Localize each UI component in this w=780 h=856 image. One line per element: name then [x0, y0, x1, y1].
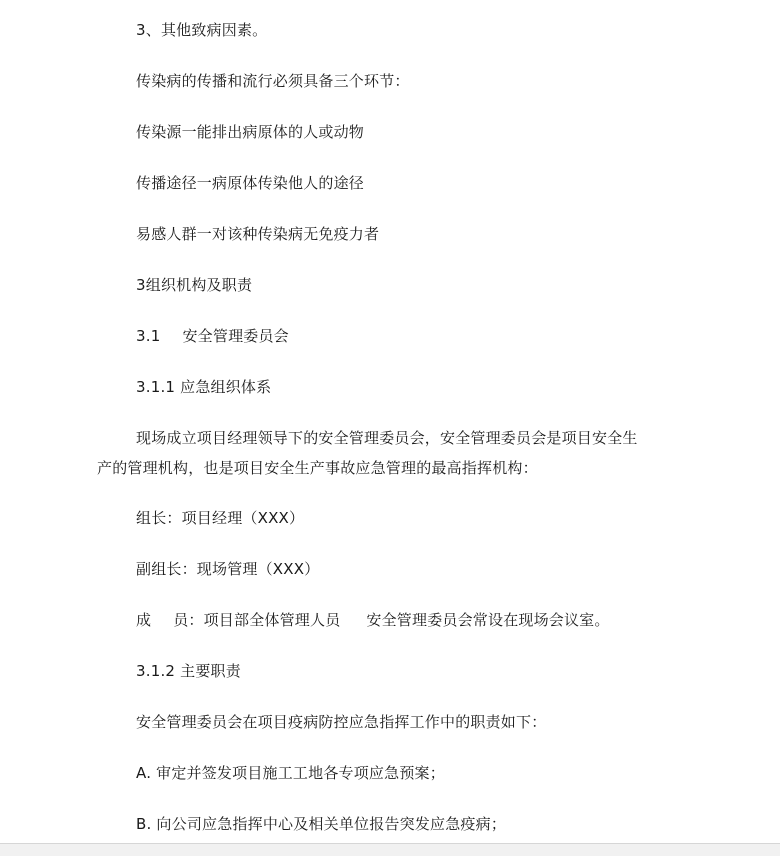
section-heading-3-1	[136, 326, 289, 346]
paragraph-transmission-route: 传播途径一病原体传染他人的途径	[136, 174, 365, 192]
list-item-b: B. 向公司应急指挥中心及相关单位报告突发应急疫病；	[136, 815, 507, 833]
bottom-edge	[0, 843, 780, 856]
paragraph-members	[136, 610, 610, 630]
paragraph-duties-intro: 安全管理委员会在项目疫病防控应急指挥工作中的职责如下：	[136, 713, 547, 731]
section-heading-3-1-2: 3.1.2 主要职责	[136, 662, 241, 680]
paragraph-deputy-leader: 副组长：现场管理（XXX）	[136, 560, 320, 578]
paragraph-other-factors: 3、其他致病因素。	[136, 21, 268, 39]
section-title-3-1: 安全管理委员会	[182, 327, 289, 345]
paragraph-three-links: 传染病的传播和流行必须具备三个环节：	[136, 72, 410, 90]
members-label-part2: 员：项目部全体管理人员	[173, 611, 341, 629]
members-label-part1: 成	[136, 611, 152, 629]
section-heading-3: 3组织机构及职责	[136, 276, 253, 294]
paragraph-susceptible-population: 易感人群一对该种传染病无免疫力者	[136, 225, 380, 243]
members-office-note: 安全管理委员会常设在现场会议室。	[366, 611, 610, 629]
paragraph-committee-line-1: 现场成立项目经理领导下的安全管理委员会，安全管理委员会是项目安全生	[136, 429, 638, 447]
paragraph-team-leader: 组长：项目经理（XXX）	[136, 509, 305, 527]
paragraph-infection-source: 传染源一能排出病原体的人或动物	[136, 123, 365, 141]
section-number-3-1: 3.1	[136, 327, 161, 345]
section-heading-3-1-1: 3.1.1 应急组织体系	[136, 378, 272, 396]
paragraph-committee-line-2: 产的管理机构，也是项目安全生产事故应急管理的最高指挥机构：	[97, 459, 538, 477]
list-item-a: A. 审定并签发项目施工工地各专项应急预案；	[136, 764, 445, 782]
